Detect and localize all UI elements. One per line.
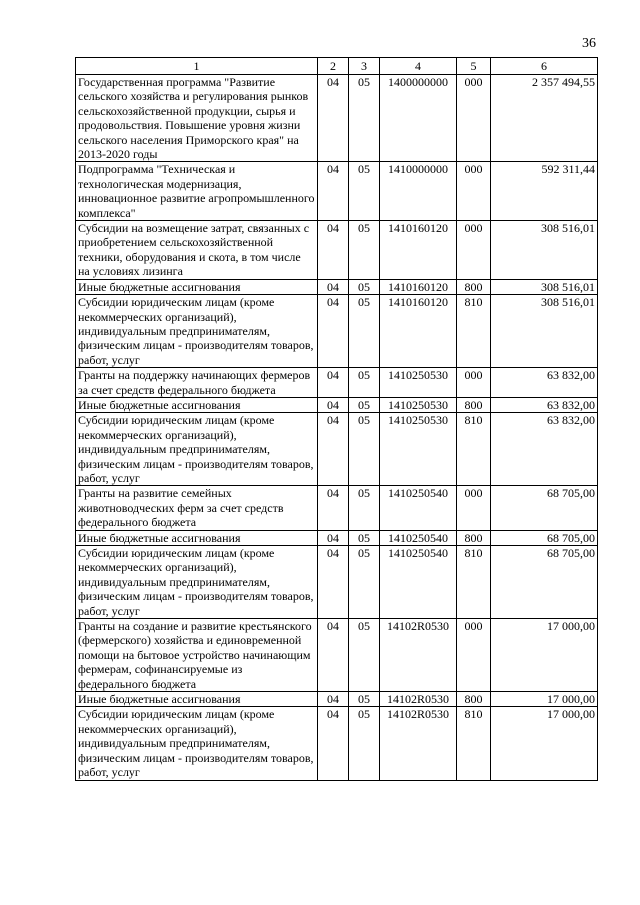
expense-type-code: 000 xyxy=(457,75,491,162)
expense-type-code: 810 xyxy=(457,707,491,780)
amount: 63 832,00 xyxy=(491,413,598,486)
table-row xyxy=(76,295,598,368)
amount: 592 311,44 xyxy=(491,162,598,221)
subsection-code: 05 xyxy=(349,486,380,530)
expense-type-code: 810 xyxy=(457,413,491,486)
row-name: Субсидии юридическим лицам (кроме некоммерческих организаций), индивидуальным предпринимателям, физическим лицам - производителям товаров, работ, услуг xyxy=(76,707,318,780)
table-row xyxy=(76,619,598,692)
expense-type-code: 000 xyxy=(457,221,491,280)
expense-type-code: 810 xyxy=(457,546,491,619)
section-code: 04 xyxy=(318,707,349,780)
section-code: 04 xyxy=(318,368,349,398)
table-row xyxy=(76,692,598,707)
section-code: 04 xyxy=(318,295,349,368)
subsection-code: 05 xyxy=(349,295,380,368)
target-article-code: 1410160120 xyxy=(380,295,457,368)
header-row xyxy=(76,58,598,75)
row-name: Субсидии юридическим лицам (кроме некоммерческих организаций), индивидуальным предпринимателям, физическим лицам - производителям товаров, работ, услуг xyxy=(76,546,318,619)
section-code: 04 xyxy=(318,75,349,162)
expense-type-code: 000 xyxy=(457,368,491,398)
amount: 308 516,01 xyxy=(491,295,598,368)
row-name: Государственная программа "Развитие сельского хозяйства и регулирования рынков сельскохозяйственной продукции, сырья и продовольствия. Повышение уровня жизни сельского населения Приморского края" на 2013-2020 годы xyxy=(76,75,318,162)
subsection-code: 05 xyxy=(349,692,380,707)
table-row xyxy=(76,707,598,780)
target-article-code: 1410250530 xyxy=(380,368,457,398)
section-code: 04 xyxy=(318,546,349,619)
expense-type-code: 800 xyxy=(457,530,491,545)
section-code: 04 xyxy=(318,221,349,280)
subsection-code: 05 xyxy=(349,413,380,486)
col-header-6: 6 xyxy=(491,58,598,75)
amount: 63 832,00 xyxy=(491,368,598,398)
table-row xyxy=(76,486,598,530)
expense-type-code: 800 xyxy=(457,279,491,294)
target-article-code: 14102R0530 xyxy=(380,692,457,707)
budget-table xyxy=(75,57,598,781)
subsection-code: 05 xyxy=(349,397,380,412)
subsection-code: 05 xyxy=(349,368,380,398)
subsection-code: 05 xyxy=(349,546,380,619)
amount: 17 000,00 xyxy=(491,692,598,707)
expense-type-code: 800 xyxy=(457,397,491,412)
amount: 63 832,00 xyxy=(491,397,598,412)
row-name: Иные бюджетные ассигнования xyxy=(76,279,318,294)
amount: 68 705,00 xyxy=(491,530,598,545)
amount: 308 516,01 xyxy=(491,279,598,294)
target-article-code: 1410250530 xyxy=(380,397,457,412)
expense-type-code: 000 xyxy=(457,486,491,530)
amount: 308 516,01 xyxy=(491,221,598,280)
section-code: 04 xyxy=(318,619,349,692)
target-article-code: 14102R0530 xyxy=(380,707,457,780)
section-code: 04 xyxy=(318,530,349,545)
subsection-code: 05 xyxy=(349,707,380,780)
subsection-code: 05 xyxy=(349,75,380,162)
amount: 17 000,00 xyxy=(491,707,598,780)
section-code: 04 xyxy=(318,692,349,707)
row-name: Субсидии юридическим лицам (кроме некоммерческих организаций), индивидуальным предпринимателям, физическим лицам - производителям товаров, работ, услуг xyxy=(76,295,318,368)
target-article-code: 14102R0530 xyxy=(380,619,457,692)
row-name: Иные бюджетные ассигнования xyxy=(76,397,318,412)
target-article-code: 1410160120 xyxy=(380,221,457,280)
section-code: 04 xyxy=(318,413,349,486)
table-row xyxy=(76,530,598,545)
table-row xyxy=(76,546,598,619)
target-article-code: 1410160120 xyxy=(380,279,457,294)
table-row xyxy=(76,279,598,294)
expense-type-code: 000 xyxy=(457,619,491,692)
subsection-code: 05 xyxy=(349,530,380,545)
target-article-code: 1400000000 xyxy=(380,75,457,162)
target-article-code: 1410250540 xyxy=(380,530,457,545)
section-code: 04 xyxy=(318,162,349,221)
table-row xyxy=(76,162,598,221)
subsection-code: 05 xyxy=(349,279,380,294)
expense-type-code: 000 xyxy=(457,162,491,221)
amount: 68 705,00 xyxy=(491,486,598,530)
col-header-1: 1 xyxy=(76,58,318,75)
subsection-code: 05 xyxy=(349,162,380,221)
section-code: 04 xyxy=(318,397,349,412)
expense-type-code: 810 xyxy=(457,295,491,368)
subsection-code: 05 xyxy=(349,221,380,280)
target-article-code: 1410000000 xyxy=(380,162,457,221)
row-name: Иные бюджетные ассигнования xyxy=(76,530,318,545)
col-header-5: 5 xyxy=(457,58,491,75)
amount: 17 000,00 xyxy=(491,619,598,692)
table-row xyxy=(76,413,598,486)
row-name: Гранты на создание и развитие крестьянского (фермерского) хозяйства и единовременной помощи на бытовое устройство начинающим фермерам, софинансируемые из федерального бюджета xyxy=(76,619,318,692)
row-name: Подпрограмма "Техническая и технологическая модернизация, инновационное развитие агропромышленного комплекса" xyxy=(76,162,318,221)
section-code: 04 xyxy=(318,279,349,294)
col-header-2: 2 xyxy=(318,58,349,75)
table-row xyxy=(76,368,598,398)
expense-type-code: 800 xyxy=(457,692,491,707)
table-row xyxy=(76,397,598,412)
section-code: 04 xyxy=(318,486,349,530)
col-header-3: 3 xyxy=(349,58,380,75)
amount: 68 705,00 xyxy=(491,546,598,619)
subsection-code: 05 xyxy=(349,619,380,692)
target-article-code: 1410250540 xyxy=(380,546,457,619)
target-article-code: 1410250540 xyxy=(380,486,457,530)
row-name: Гранты на поддержку начинающих фермеров за счет средств федерального бюджета xyxy=(76,368,318,398)
target-article-code: 1410250530 xyxy=(380,413,457,486)
table-body xyxy=(76,75,598,781)
row-name: Иные бюджетные ассигнования xyxy=(76,692,318,707)
amount: 2 357 494,55 xyxy=(491,75,598,162)
table-row xyxy=(76,75,598,162)
row-name: Субсидии юридическим лицам (кроме некоммерческих организаций), индивидуальным предпринимателям, физическим лицам - производителям товаров, работ, услуг xyxy=(76,413,318,486)
row-name: Гранты на развитие семейных животноводческих ферм за счет средств федерального бюджета xyxy=(76,486,318,530)
table-row xyxy=(76,221,598,280)
row-name: Субсидии на возмещение затрат, связанных с приобретением сельскохозяйственной техники, оборудования и скота, в том числе на условиях лизинга xyxy=(76,221,318,280)
page-number: 36 xyxy=(582,36,596,51)
col-header-4: 4 xyxy=(380,58,457,75)
